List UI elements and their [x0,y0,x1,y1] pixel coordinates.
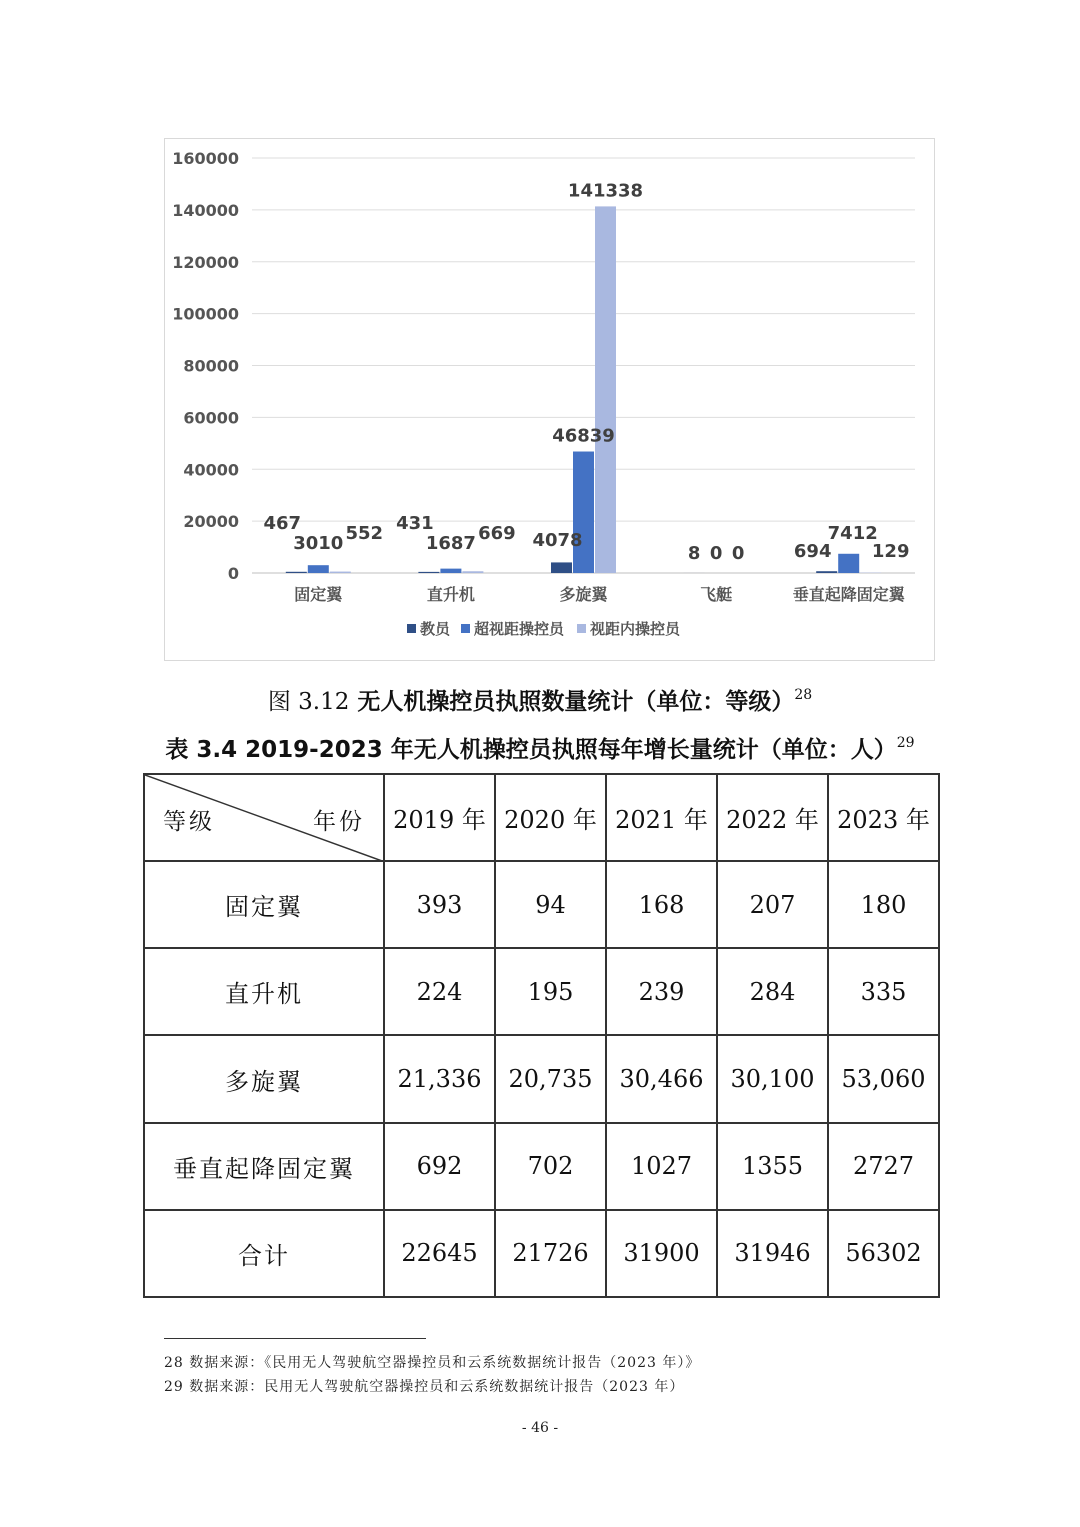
x-tick-label: 飞艇 [700,585,733,604]
table-caption [0,731,1080,764]
data-label: 141338 [567,180,644,202]
year-header: 2022 年 [717,774,828,861]
data-label: 129 [871,541,910,562]
table-cell: 284 [717,948,828,1035]
legend-swatch [577,624,586,633]
table-cell: 94 [495,861,606,948]
y-tick-label: 40000 [183,460,239,480]
table-cell: 20,735 [495,1035,606,1122]
bar [595,206,616,573]
data-label: 3010 [293,533,344,554]
data-label: 467 [263,513,302,534]
legend-swatch [461,624,470,633]
bar [551,562,572,573]
table-cell: 180 [828,861,939,948]
footnote: 28 数据来源：《民用无人驾驶航空器操控员和云系统数据统计报告（2023 年）》 [164,1355,701,1371]
table-cell: 31900 [606,1210,717,1297]
figure-caption [0,683,1080,716]
bar [462,571,483,573]
table-cell: 393 [384,861,495,948]
license-growth-table [143,773,940,1298]
footnote: 29 数据来源：民用无人驾驶航空器操控员和云系统数据统计报告（2023 年） [164,1379,685,1395]
row-label: 合计 [144,1210,384,1297]
table-cell: 1027 [606,1123,717,1210]
table-cell: 22645 [384,1210,495,1297]
bar [330,572,351,573]
data-label: 4078 [532,530,583,551]
data-label: 431 [396,513,434,534]
legend-label: 视距内操控员 [590,620,681,638]
table-cell: 692 [384,1123,495,1210]
data-label: 46839 [552,425,615,447]
y-tick-label: 160000 [172,149,239,168]
diagonal-header-cell [144,774,384,861]
table-cell: 239 [606,948,717,1035]
table-cell: 335 [828,948,939,1035]
table-cell: 2727 [828,1123,939,1210]
row-label: 直升机 [144,948,384,1035]
table-cell: 21,336 [384,1035,495,1122]
table-cell: 56302 [828,1210,939,1297]
bar [308,565,329,573]
y-tick-label: 120000 [172,252,239,272]
table-row [144,861,939,948]
table-cell: 21726 [495,1210,606,1297]
table-cell: 53,060 [828,1035,939,1122]
table-footnote-ref: 29 [896,735,915,751]
page-number: - 46 - [521,1420,559,1436]
table-cell: 31946 [717,1210,828,1297]
footnote-divider [164,1338,426,1339]
y-tick-label: 140000 [172,200,239,220]
bar [838,554,859,573]
y-tick-label: 80000 [183,356,239,376]
row-label: 垂直起降固定翼 [144,1123,384,1210]
table-cell: 168 [606,861,717,948]
y-tick-label: 100000 [172,304,239,324]
table-header-row [144,774,939,861]
year-header: 2020 年 [495,774,606,861]
legend-label: 教员 [420,620,451,638]
y-tick-label: 60000 [183,408,239,428]
table-row [144,948,939,1035]
table-cell: 30,100 [717,1035,828,1122]
x-tick-label: 直升机 [426,585,475,604]
table-cell: 224 [384,948,495,1035]
data-label: 1687 [425,533,476,554]
legend-swatch [407,624,416,633]
table-row [144,1123,939,1210]
y-tick-label: 20000 [183,512,239,532]
row-label: 固定翼 [144,861,384,948]
bar [816,571,837,573]
y-tick-label: 0 [227,564,239,583]
x-tick-label: 多旋翼 [559,585,608,604]
table-cell: 207 [717,861,828,948]
bar [286,572,307,573]
column-header-label: 年份 [313,809,365,835]
table-cell: 195 [495,948,606,1035]
bar [418,572,439,573]
year-header: 2023 年 [828,774,939,861]
row-header-label: 等级 [163,809,215,835]
table-row-total [144,1210,939,1297]
table-caption-label: 表 3.4 [165,737,238,763]
year-header: 2021 年 [606,774,717,861]
year-header: 2019 年 [384,774,495,861]
data-label: 694 [793,541,832,562]
table-cell: 30,466 [606,1035,717,1122]
data-label: 552 [345,523,384,544]
table-cell: 702 [495,1123,606,1210]
bar-chart [164,138,935,661]
figure-caption-label: 图 3.12 [267,689,350,715]
data-label: 669 [478,523,516,544]
data-label: 0 [731,543,745,564]
chart-canvas [165,139,934,660]
x-tick-label: 垂直起降固定翼 [792,585,905,604]
data-label: 8 [687,543,701,564]
data-label: 0 [709,543,723,564]
figure-footnote-ref: 28 [794,687,813,703]
bar [573,452,594,573]
data-label: 7412 [827,523,878,544]
table-row [144,1035,939,1122]
figure-caption-text: 无人机操控员执照数量统计（单位：等级） [357,689,795,715]
x-tick-label: 固定翼 [294,585,343,604]
row-label: 多旋翼 [144,1035,384,1122]
table-caption-text: 2019-2023 年无人机操控员执照每年增长量统计（单位：人） [245,737,897,763]
table-cell: 1355 [717,1123,828,1210]
bar [440,569,461,573]
legend-label: 超视距操控员 [474,620,565,638]
